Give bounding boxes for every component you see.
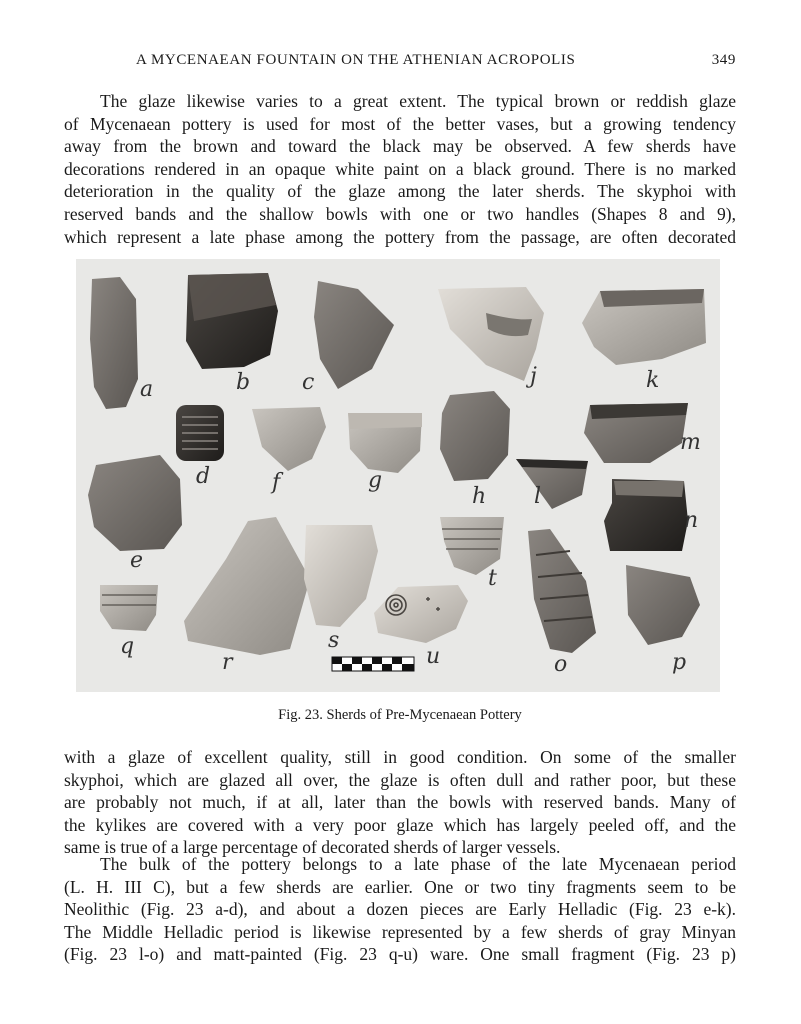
- sherd-label-e: e: [130, 548, 144, 573]
- text-line: The glaze likewise varies to a great extent. The typical brown or reddish glaze: [100, 91, 736, 111]
- text-line: of Mycenaean pottery is used for most of the better vases, but a growing tendency: [64, 113, 736, 134]
- sherds-photograph: [76, 259, 720, 692]
- text-line: with a glaze of excellent quality, still in good condition. On some of the smaller: [64, 747, 736, 767]
- sherd-label-t: t: [488, 566, 497, 591]
- text-line: are probably not much, if at all, later than the bowls with reserved bands. Many of: [64, 792, 736, 813]
- text-line: The Middle Helladic period is likewise represented by a few sherds of gray Minyan: [64, 921, 736, 942]
- scale-bar: [332, 657, 414, 671]
- text-line: the kylikes are covered with a very poor glaze which has largely peeled off, and the: [64, 814, 736, 835]
- sherd-label-g: g: [368, 468, 383, 493]
- sherd-label-n: n: [684, 508, 699, 533]
- sherd-label-j: j: [530, 364, 537, 389]
- running-head: [64, 52, 736, 74]
- text-line: away from the brown and toward the black may be observed. A few sherds have: [64, 136, 736, 157]
- sherd-label-k: k: [646, 368, 660, 393]
- page-number: 349: [711, 52, 736, 68]
- sherd-label-b: b: [236, 370, 251, 395]
- text-line: skyphoi, which are glazed all over, the glaze is often dull and rather poor, but these: [64, 769, 736, 790]
- sherd-label-s: s: [328, 628, 340, 653]
- sherd-label-f: f: [272, 470, 281, 495]
- sherd-label-m: m: [680, 430, 701, 455]
- sherd-g-rim: [348, 413, 422, 429]
- text-line: same is true of a large percentage of decorated sherds of larger vessels.: [64, 837, 561, 858]
- sherd-label-a: a: [140, 377, 154, 402]
- text-line: reserved bands and the shallow bowls with one or two handles (Shapes 8 and 9),: [64, 203, 736, 224]
- paragraph-glaze: [64, 90, 736, 248]
- sherd-a-image: [90, 277, 138, 409]
- text-line: deterioration in the quality of the glaze among the later sherds. The skyphoi with: [64, 181, 736, 202]
- sherd-label-o: o: [554, 652, 568, 677]
- sherd-label-h: h: [472, 484, 487, 509]
- text-line: decorations rendered in an opaque white paint on a black ground. There is no marked: [64, 158, 736, 179]
- sherd-label-d: d: [196, 464, 211, 489]
- sherd-label-c: c: [302, 370, 315, 395]
- paragraph-glaze-continued: [64, 746, 736, 859]
- sherd-label-q: q: [120, 634, 135, 659]
- figure-plate: [76, 259, 720, 692]
- text-line: (Fig. 23 l-o) and matt-painted (Fig. 23 q-u) ware. One small fragment (Fig. 23 p): [64, 944, 736, 965]
- sherd-n-rim: [614, 481, 684, 497]
- sherd-label-l: l: [534, 484, 542, 509]
- sherd-label-r: r: [222, 650, 233, 675]
- paragraph-chronology: [64, 853, 736, 966]
- sherd-label-u: u: [426, 644, 441, 669]
- figure-caption: Fig. 23. Sherds of Pre-Mycenaean Pottery: [278, 707, 522, 723]
- running-title: A MYCENAEAN FOUNTAIN ON THE ATHENIAN ACROPOLIS: [136, 52, 576, 68]
- text-line: The bulk of the pottery belongs to a late phase of the late Mycenaean period: [100, 854, 736, 874]
- text-line: which represent a late phase among the pottery from the passage, are often decorated: [64, 226, 736, 247]
- text-line: Neolithic (Fig. 23 a-d), and about a dozen pieces are Early Helladic (Fig. 23 e-k).: [64, 899, 736, 920]
- text-line: (L. H. III C), but a few sherds are earlier. One or two tiny fragments seem to be: [64, 876, 736, 897]
- sherd-label-p: p: [672, 650, 687, 675]
